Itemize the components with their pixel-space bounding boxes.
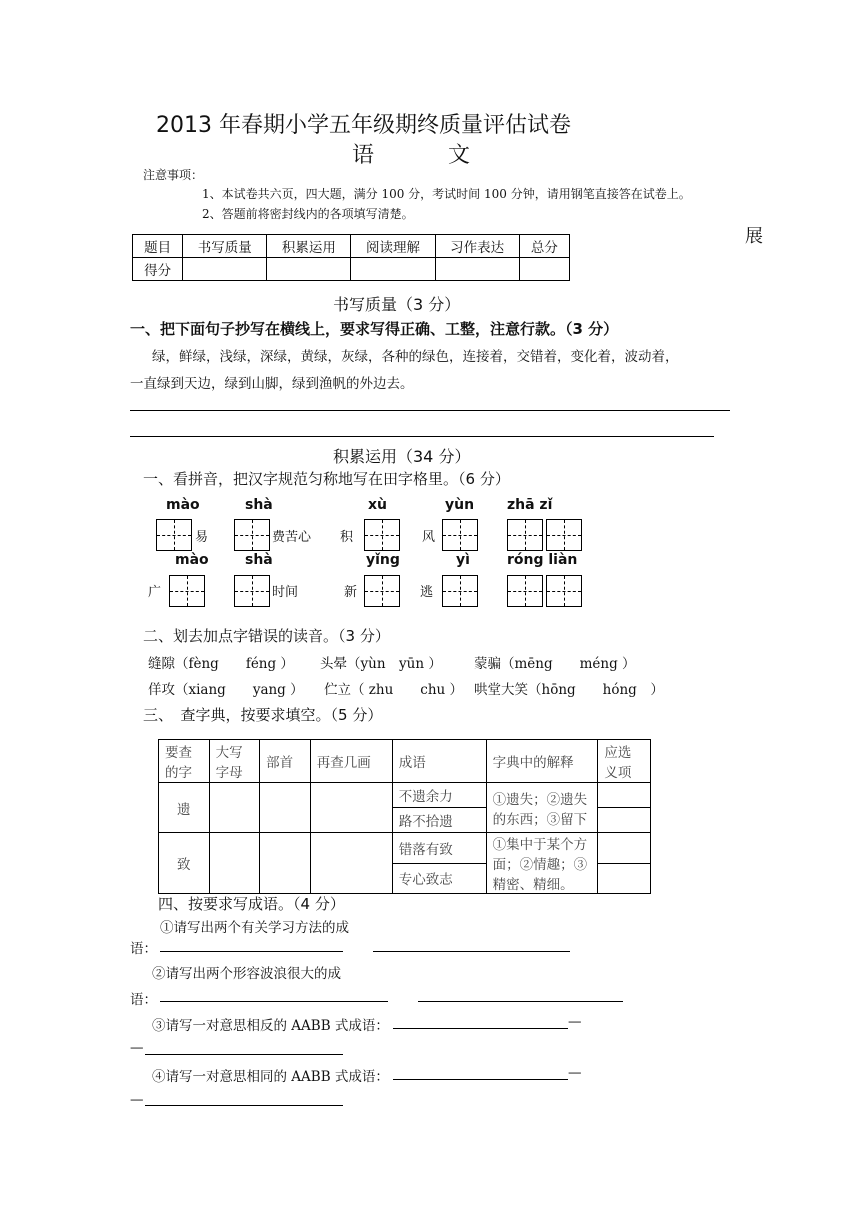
dict-idiom: 专心致志 — [392, 863, 486, 894]
pinyin: yì — [456, 552, 470, 568]
dict-cell[interactable] — [260, 833, 311, 894]
dict-header: 大写字母 — [209, 740, 260, 783]
score-header: 总分 — [519, 235, 569, 258]
dash: — — [130, 1040, 144, 1056]
q4-prompt-b: ②请写出两个形容波浪很大的成 — [152, 966, 341, 982]
dict-char: 致 — [159, 833, 210, 894]
q4-prompt-d: ④请写一对意思相同的 AABB 式成语： — [152, 1069, 389, 1085]
dict-header: 要查的字 — [159, 740, 210, 783]
dict-char: 遗 — [159, 783, 210, 833]
score-row-label: 得分 — [133, 258, 183, 281]
dict-cell[interactable] — [310, 783, 392, 833]
dict-header: 再查几画 — [310, 740, 392, 783]
dict-idiom: 路不拾遗 — [392, 808, 486, 833]
accum-heading: 积累运用（34 分） — [333, 447, 471, 466]
pinyin: xù — [368, 497, 387, 513]
pinyin: yǐng — [366, 552, 400, 568]
tianzige-box[interactable] — [442, 519, 478, 551]
tianzige-box[interactable] — [507, 575, 543, 607]
answer-line[interactable] — [160, 1001, 388, 1002]
word-fragment: 积 — [340, 530, 354, 545]
tianzige-box[interactable] — [507, 519, 543, 551]
score-cell[interactable] — [519, 258, 569, 281]
answer-line[interactable] — [393, 1028, 568, 1029]
exam-title: 2013 年春期小学五年级期终质量评估试卷 — [156, 113, 571, 138]
dash: — — [568, 1065, 582, 1081]
accum-q4: 四、按要求写成语。（4 分） — [158, 895, 345, 913]
dict-header: 字典中的解释 — [486, 740, 598, 783]
dash: — — [130, 1092, 144, 1108]
score-header: 阅读理解 — [351, 235, 435, 258]
dict-option[interactable] — [598, 863, 651, 894]
reading-item: 头晕（yùn yūn ） — [320, 656, 442, 672]
reading-item: 伫立（ zhu chu ） — [324, 682, 464, 698]
tianzige-box[interactable] — [234, 519, 270, 551]
tianzige-box[interactable] — [364, 519, 400, 551]
q4-prompt-c: ③请写一对意思相反的 AABB 式成语： — [152, 1018, 389, 1034]
pinyin: shà — [245, 497, 273, 513]
dict-option[interactable] — [598, 833, 651, 864]
reading-item: 蒙骗（mēng méng ） — [474, 656, 636, 672]
dict-cell[interactable] — [209, 833, 260, 894]
tianzige-box[interactable] — [234, 575, 270, 607]
score-cell[interactable] — [267, 258, 351, 281]
reading-item: 哄堂大笑（hōng hóng ） — [474, 682, 664, 698]
notes-label: 注意事项： — [143, 168, 204, 182]
tianzige-box[interactable] — [546, 575, 582, 607]
accum-q2: 二、划去加点字错误的读音。（3 分） — [143, 627, 390, 645]
word-fragment: 风 — [422, 530, 436, 545]
word-fragment: 广 — [148, 585, 162, 600]
word-fragment: 费苦心 — [272, 530, 312, 545]
notes-line-1: 1、本试卷共六页，四大题，满分 100 分，考试时间 100 分钟，请用钢笔直接答在试卷上。 — [202, 187, 691, 201]
q4-prompt-a-cont: 语： — [130, 941, 157, 957]
answer-line[interactable] — [373, 951, 570, 952]
notes-line-2: 2、答题前将密封线内的各项填写清楚。 — [202, 207, 414, 221]
score-cell[interactable] — [183, 258, 267, 281]
score-table — [132, 234, 570, 281]
answer-line[interactable] — [145, 1105, 343, 1106]
dict-meaning: ①遗失；②遗失的东西；③留下 — [486, 783, 598, 833]
exam-subject: 语 文 — [352, 143, 473, 168]
answer-line[interactable] — [160, 951, 343, 952]
tianzige-box[interactable] — [546, 519, 582, 551]
score-header: 题目 — [133, 235, 183, 258]
pinyin: zhā zǐ — [507, 497, 553, 513]
tianzige-box[interactable] — [364, 575, 400, 607]
answer-line[interactable] — [418, 1001, 623, 1002]
q4-prompt-a: ①请写出两个有关学习方法的成 — [160, 920, 349, 936]
side-char: 展 — [745, 226, 763, 247]
reading-item: 缝隙（fèng féng ） — [148, 656, 294, 672]
dict-meaning: ①集中于某个方面；②情趣；③精密、精细。 — [486, 833, 598, 894]
writing-heading: 书写质量（3 分） — [333, 295, 461, 314]
pinyin: mào — [175, 552, 209, 568]
dict-option[interactable] — [598, 808, 651, 833]
dict-option[interactable] — [598, 783, 651, 808]
score-header: 书写质量 — [183, 235, 267, 258]
word-fragment: 时间 — [272, 585, 299, 600]
dict-idiom: 不遗余力 — [392, 783, 486, 808]
word-fragment: 新 — [344, 585, 358, 600]
dict-header: 成语 — [392, 740, 486, 783]
tianzige-box[interactable] — [169, 575, 205, 607]
writing-text-1: 绿，鲜绿，浅绿，深绿，黄绿，灰绿，各种的绿色，连接着，交错着，变化着，波动着， — [152, 349, 679, 365]
pinyin: yùn — [445, 497, 475, 513]
q4-prompt-b-cont: 语： — [130, 992, 157, 1008]
word-fragment: 逃 — [420, 585, 434, 600]
score-header: 积累运用 — [267, 235, 351, 258]
dictionary-table — [158, 739, 651, 894]
dict-cell[interactable] — [209, 783, 260, 833]
dict-header: 部首 — [260, 740, 311, 783]
dict-cell[interactable] — [260, 783, 311, 833]
accum-q1: 一、看拼音，把汉字规范匀称地写在田字格里。（6 分） — [143, 470, 510, 488]
answer-line[interactable] — [130, 410, 730, 411]
tianzige-box[interactable] — [156, 519, 192, 551]
dict-header: 应选义项 — [598, 740, 651, 783]
pinyin: mào — [166, 497, 200, 513]
writing-q1: 一、把下面句子抄写在横线上，要求写得正确、工整，注意行款。（3 分） — [130, 320, 619, 338]
score-cell[interactable] — [351, 258, 435, 281]
pinyin: róng liàn — [507, 552, 578, 568]
dash: — — [568, 1014, 582, 1030]
answer-line[interactable] — [130, 436, 714, 437]
writing-text-2: 一直绿到天边，绿到山脚，绿到渔帆的外边去。 — [130, 376, 414, 392]
reading-item: 佯攻（xiang yang ） — [148, 682, 304, 698]
score-cell[interactable] — [435, 258, 519, 281]
answer-line[interactable] — [393, 1079, 568, 1080]
score-header: 习作表达 — [435, 235, 519, 258]
pinyin: shà — [245, 552, 273, 568]
dict-cell[interactable] — [310, 833, 392, 894]
accum-q3: 三、 查字典，按要求填空。（5 分） — [143, 706, 383, 724]
answer-line[interactable] — [145, 1054, 343, 1055]
word-fragment: 易 — [195, 530, 209, 545]
dict-idiom: 错落有致 — [392, 833, 486, 864]
tianzige-box[interactable] — [442, 575, 478, 607]
